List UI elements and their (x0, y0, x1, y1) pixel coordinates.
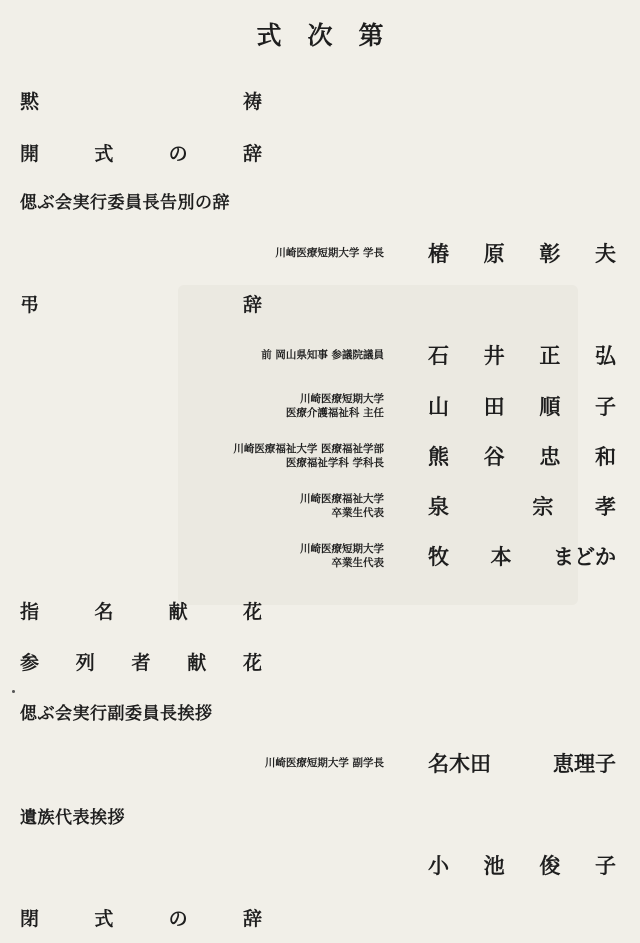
affiliation-line: 医療福祉学科 学科長 (285, 457, 384, 469)
speaker-name-part: 小 (428, 853, 449, 878)
program-item-char: 献 (187, 651, 207, 674)
affiliation-line: 川崎医療短期大学 副学長 (264, 757, 384, 769)
page-title: 式次第 (256, 21, 410, 50)
program-item (20, 138, 262, 166)
speaker-name-part: 彰 (539, 241, 561, 266)
program-item-char: 献 (168, 600, 188, 623)
program-item-char: 黙 (20, 90, 40, 113)
program-item-char: の (168, 907, 188, 930)
speaker-name (428, 491, 616, 521)
speaker-name-part: 夫 (594, 241, 616, 266)
speaker-affiliation (265, 756, 384, 770)
program-item-char: 式 (94, 142, 114, 165)
program-item-char: 開 (20, 142, 40, 165)
affiliation-line: 川崎医療福祉大学 (300, 493, 384, 505)
program-item-char: 列 (75, 651, 95, 674)
speaker-name-part: 弘 (594, 343, 616, 368)
speaker-name (428, 391, 616, 421)
speaker-name (428, 850, 616, 880)
speaker-name-part: 宗 (532, 494, 554, 519)
speaker-name-part: 原 (483, 241, 505, 266)
affiliation-line: 卒業生代表 (331, 507, 384, 519)
affiliation-line: 前 岡山県知事 参議院議員 (261, 349, 384, 361)
speaker-affiliation (233, 442, 384, 470)
speaker-name (428, 238, 616, 268)
speaker-name-part: 谷 (483, 444, 505, 469)
speaker-name-part: 本 (490, 544, 512, 569)
speaker-name-part: 順 (539, 394, 561, 419)
affiliation-line: 卒業生代表 (331, 557, 384, 569)
program-item-char: 名 (94, 600, 114, 623)
speaker-name-part: 山 (428, 394, 449, 419)
program-item-char: 祷 (242, 90, 262, 113)
speaker-name-part: 椿 (428, 241, 449, 266)
speaker-name-part: 和 (594, 444, 616, 469)
program-item-char: 弔 (20, 293, 40, 316)
speaker-name-part: 池 (483, 853, 505, 878)
speaker-name-part: 恵理子 (553, 751, 616, 776)
affiliation-line: 医療介護福祉科 主任 (285, 407, 384, 419)
program-item-char: 参 (20, 651, 40, 674)
program-item (20, 86, 262, 114)
speaker-name (428, 541, 616, 571)
affiliation-line: 川崎医療短期大学 (300, 543, 384, 555)
program-item (20, 647, 262, 675)
speaker-name-part: 牧 (428, 544, 449, 569)
program-item-char: 辞 (242, 142, 262, 165)
program-item (20, 289, 262, 317)
speaker-name-part: 俊 (539, 853, 561, 878)
speaker-name-part: 忠 (539, 444, 561, 469)
speaker-affiliation (286, 392, 384, 420)
speaker-affiliation (300, 542, 384, 570)
speaker-name-part: 井 (483, 343, 505, 368)
speaker-name-part: 熊 (428, 444, 449, 469)
speaker-name-part: 孝 (594, 494, 616, 519)
program-item-char: 辞 (242, 907, 262, 930)
program-item: 偲ぶ会実行委員長告別の辞 (20, 193, 230, 213)
speaker-name-part: まどか (553, 544, 616, 569)
speaker-affiliation (275, 246, 384, 260)
program-item-char: 花 (242, 651, 262, 674)
paper-speck (12, 690, 15, 693)
speaker-name (428, 340, 616, 370)
speaker-name-part: 正 (539, 343, 561, 368)
program-item-char: 辞 (242, 293, 262, 316)
speaker-name-part: 田 (483, 394, 505, 419)
program-item-char: の (168, 142, 188, 165)
program-item-char: 指 (20, 600, 40, 623)
program-item: 偲ぶ会実行副委員長挨拶 (20, 704, 213, 724)
speaker-name (428, 748, 616, 778)
speaker-name (428, 441, 616, 471)
program-item (20, 596, 262, 624)
program-item-char: 閉 (20, 907, 40, 930)
affiliation-line: 川崎医療福祉大学 医療福祉学部 (233, 443, 384, 455)
speaker-name-part: 子 (594, 853, 616, 878)
program-item (20, 903, 262, 931)
speaker-name-part: 石 (428, 343, 449, 368)
affiliation-line: 川崎医療短期大学 (300, 393, 384, 405)
speaker-affiliation (261, 348, 384, 362)
speaker-affiliation (300, 492, 384, 520)
speaker-name-part: 名木田 (428, 751, 491, 776)
affiliation-line: 川崎医療短期大学 学長 (275, 247, 384, 259)
program-item-char: 式 (94, 907, 114, 930)
program-item-char: 花 (242, 600, 262, 623)
program-item: 遺族代表挨拶 (20, 808, 125, 828)
program-item-char: 者 (131, 651, 151, 674)
speaker-name-part: 泉 (428, 494, 449, 519)
speaker-name-part: 子 (594, 394, 616, 419)
